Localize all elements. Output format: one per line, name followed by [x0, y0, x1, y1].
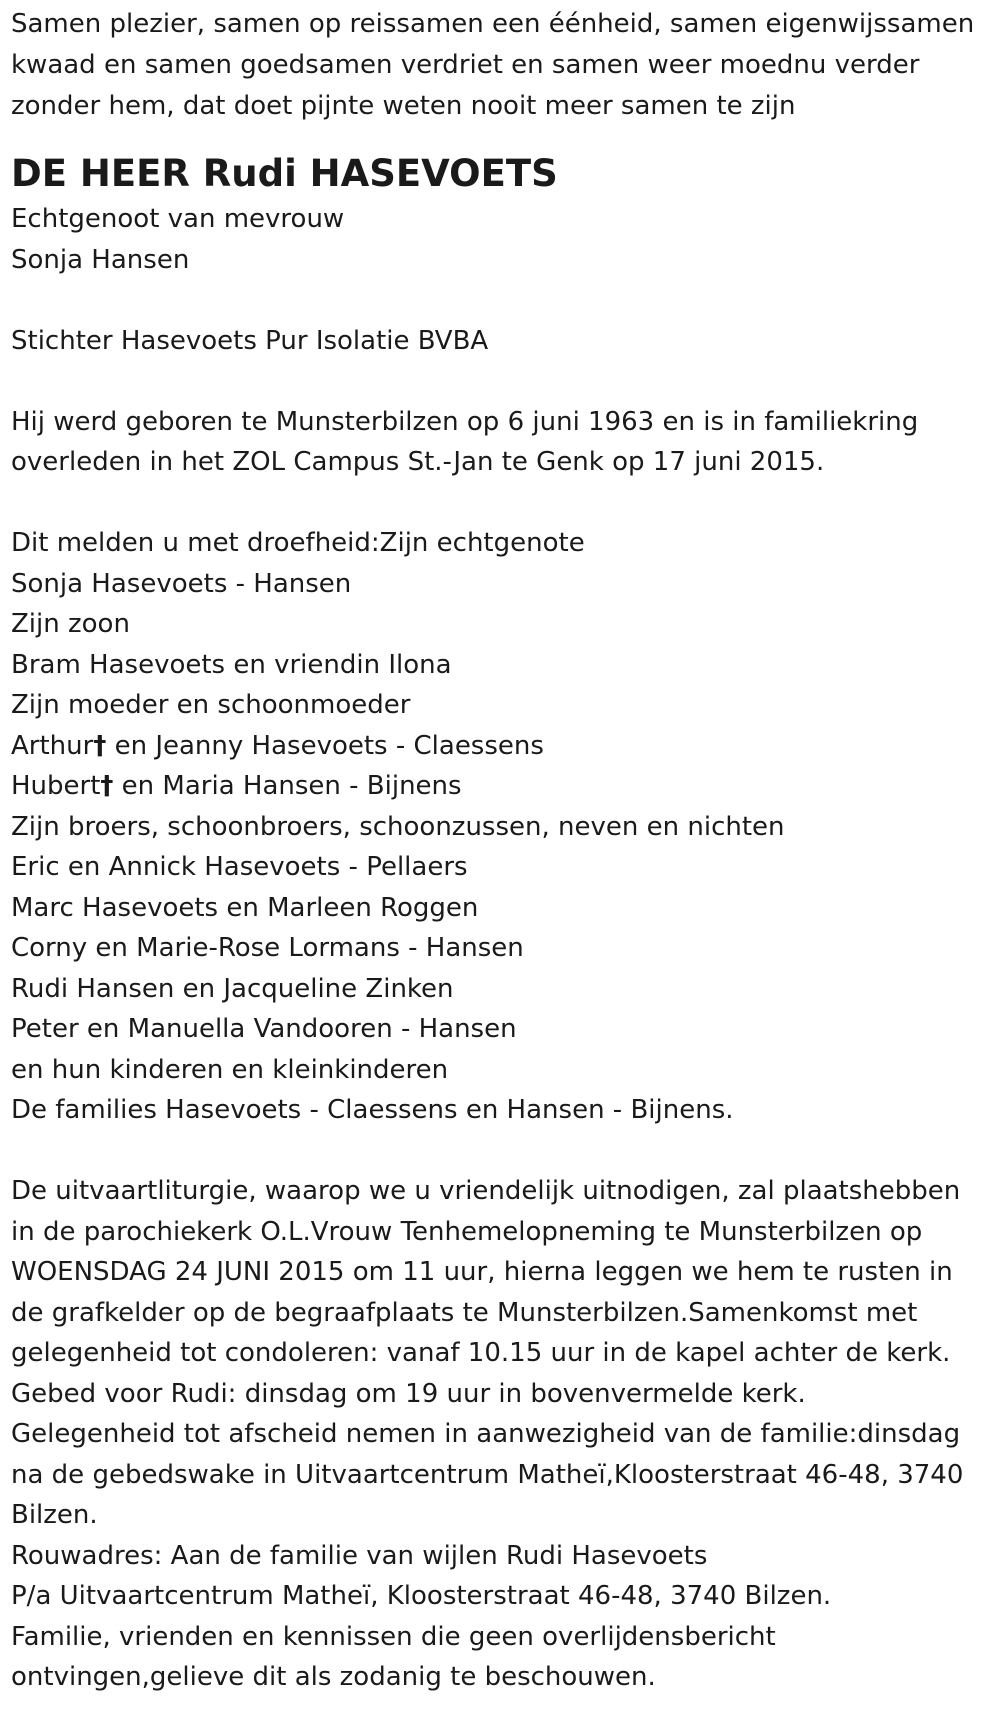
- mother-in-law-name: en Maria Hansen - Bijnens: [113, 771, 462, 801]
- deceased-name: DE HEER Rudi HASEVOETS: [11, 152, 558, 195]
- birth-line: Hij werd geboren te Munsterbilzen op 6 juni 1963 en is in familiekring: [11, 406, 919, 437]
- sibling-line: Marc Hasevoets en Marleen Roggen: [11, 892, 479, 923]
- father-in-law-name: Hubert: [11, 771, 101, 801]
- parents-line: [11, 726, 1000, 767]
- poem-line: zonder hem, dat doet pijnte weten nooit meer samen te zijn: [11, 91, 796, 121]
- founder-line: Stichter Hasevoets Pur Isolatie BVBA: [11, 325, 489, 356]
- sibling-line: Eric en Annick Hasevoets - Pellaers: [11, 852, 468, 882]
- siblings-label: Zijn broers, schoonbroers, schoonzussen, neven en nichten: [11, 811, 785, 842]
- poem-line: Samen plezier, samen op reissamen een éénheid, samen eigenwijssamen: [11, 9, 975, 39]
- funeral-line: Gebed voor Rudi: dinsdag om 19 uur in bovenvermelde kerk.: [11, 1378, 806, 1409]
- founder-block: [11, 321, 1000, 362]
- funeral-block: [11, 1171, 1000, 1698]
- spouse-name: Sonja Hansen: [11, 244, 190, 275]
- spouse-intro: Echtgenoot van mevrouw: [11, 204, 345, 234]
- funeral-line: gelegenheid tot condoleren: vanaf 10.15 uur in de kapel achter de kerk.: [11, 1338, 951, 1368]
- family-intro: Dit melden u met droefheid:Zijn echtgenote: [11, 528, 585, 558]
- funeral-line: WOENSDAG 24 JUNI 2015 om 11 uur, hierna leggen we hem te rusten in: [11, 1257, 953, 1287]
- poem-line: kwaad en samen goedsamen verdriet en samen weer moednu verder: [11, 50, 920, 80]
- cross-icon: †: [100, 771, 114, 801]
- family-block: [11, 523, 1000, 1131]
- cross-icon: †: [93, 730, 107, 761]
- sibling-line: Corny en Marie-Rose Lormans - Hansen: [11, 933, 524, 963]
- son-label: Zijn zoon: [11, 609, 130, 639]
- funeral-line: Familie, vrienden en kennissen die geen overlijdensbericht: [11, 1621, 776, 1652]
- families-line: De families Hasevoets - Claessens en Hansen - Bijnens.: [11, 1095, 734, 1125]
- grandchildren-line: en hun kinderen en kleinkinderen: [11, 1054, 449, 1085]
- birth-death-block: [11, 402, 1000, 483]
- funeral-line: na de gebedswake in Uitvaartcentrum Matheï,Kloosterstraat 46-48, 3740: [11, 1459, 964, 1490]
- son-line: Bram Hasevoets en vriendin Ilona: [11, 649, 452, 680]
- funeral-line: Gelegenheid tot afscheid nemen in aanwezigheid van de familie:dinsdag: [11, 1419, 961, 1449]
- funeral-line: in de parochiekerk O.L.Vrouw Tenhemelopneming te Munsterbilzen op: [11, 1216, 923, 1247]
- funeral-line: Bilzen.: [11, 1500, 98, 1530]
- parents-in-law-line: [11, 766, 1000, 807]
- mothers-label: Zijn moeder en schoonmoeder: [11, 690, 411, 720]
- funeral-line: ontvingen,gelieve dit als zodanig te beschouwen.: [11, 1662, 656, 1692]
- death-line: overleden in het ZOL Campus St.-Jan te Genk op 17 juni 2015.: [11, 447, 825, 477]
- wife-line: Sonja Hasevoets - Hansen: [11, 568, 352, 599]
- funeral-line: P/a Uitvaartcentrum Matheï, Kloosterstraat 46-48, 3740 Bilzen.: [11, 1581, 832, 1611]
- spouse-block: [11, 199, 1000, 280]
- funeral-line: Rouwadres: Aan de familie van wijlen Rudi Hasevoets: [11, 1540, 708, 1571]
- funeral-line: De uitvaartliturgie, waarop we u vriendelijk uitnodigen, zal plaatshebben: [11, 1176, 961, 1206]
- memorial-poem: [11, 4, 996, 127]
- sibling-line: Rudi Hansen en Jacqueline Zinken: [11, 973, 454, 1004]
- mother-name: en Jeanny Hasevoets - Claessens: [106, 730, 544, 761]
- funeral-line: de grafkelder op de begraafplaats te Munsterbilzen.Samenkomst met: [11, 1297, 918, 1328]
- father-name: Arthur: [11, 730, 94, 761]
- sibling-line: Peter en Manuella Vandooren - Hansen: [11, 1014, 517, 1044]
